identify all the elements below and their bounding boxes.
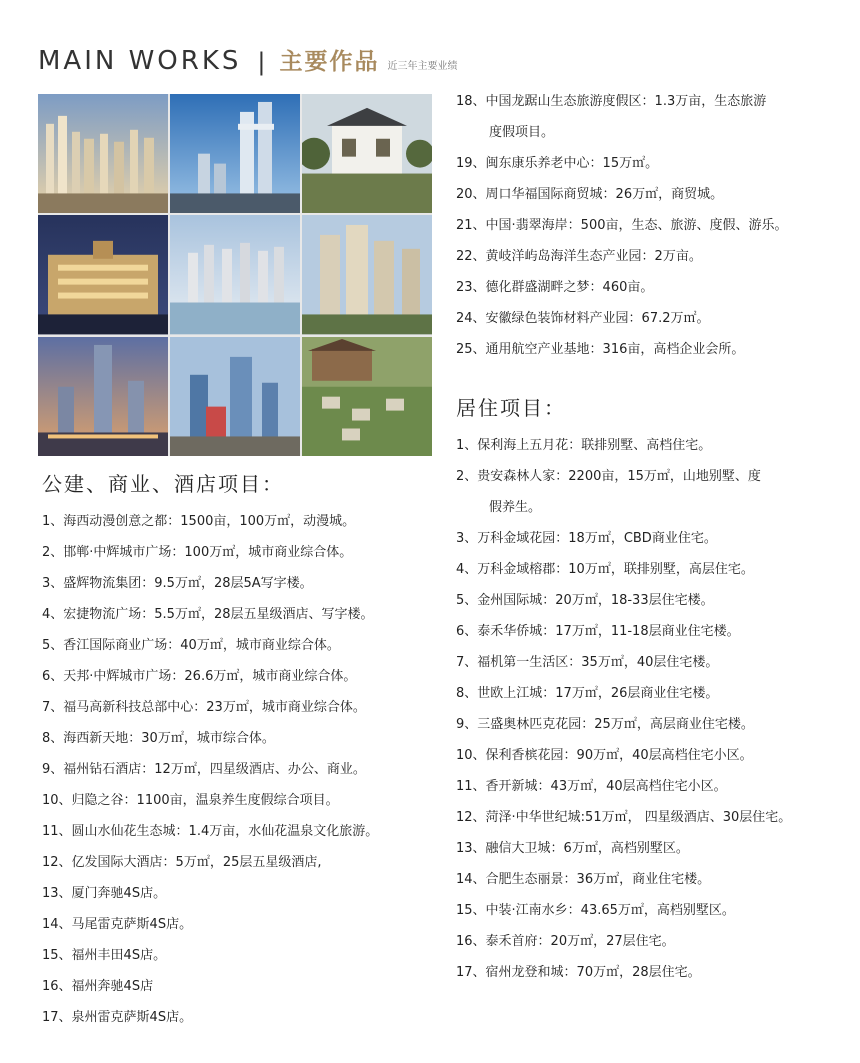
list-item: 25、通用航空产业基地：316亩，高档企业会所。: [456, 342, 745, 357]
photo-collage: [38, 94, 432, 456]
villa-photo: [302, 94, 432, 213]
twin-tower-photo: [170, 94, 300, 213]
list-item: 9、三盛奥林匹克花园：25万㎡，高层商业住宅楼。: [456, 717, 754, 732]
list-item: 1、海西动漫创意之都：1500亩，100万㎡，动漫城。: [42, 514, 356, 529]
landscape-district-photo: [302, 337, 432, 456]
hotel-night-photo: [38, 215, 168, 334]
public-project-list: [42, 506, 378, 1033]
riverside-towers-photo: [170, 215, 300, 334]
public-project-list-continued: [456, 86, 788, 365]
list-item: 11、香开新城：43万㎡，40层高档住宅小区。: [456, 779, 727, 794]
list-item-continuation: 假养生。: [489, 500, 542, 515]
list-item: 1、保利海上五月花：联排别墅、高档住宅。: [456, 438, 712, 453]
list-item: 21、中国·翡翠海岸：500亩，生态、旅游、度假、游乐。: [456, 218, 788, 233]
list-item: 14、合肥生态丽景：36万㎡，商业住宅楼。: [456, 872, 711, 887]
residential-section-title: 居住项目：: [456, 396, 566, 420]
mall-dusk-photo: [38, 337, 168, 456]
waterfront-towers-photo: [170, 337, 300, 456]
list-item: 2、贵安森林人家：2200亩，15万㎡，山地别墅、度: [456, 469, 761, 484]
list-item: 13、融信大卫城：6万㎡，高档别墅区。: [456, 841, 689, 856]
list-item: 13、厦门奔驰4S店。: [42, 886, 167, 901]
list-item: 14、马尾雷克萨斯4S店。: [42, 917, 193, 932]
list-item: 5、香江国际商业广场：40万㎡，城市商业综合体。: [42, 638, 340, 653]
list-item: 7、福马高新科技总部中心：23万㎡，城市商业综合体。: [42, 700, 366, 715]
list-item: 10、保利香槟花园：90万㎡，40层高档住宅小区。: [456, 748, 753, 763]
list-item: 11、圆山水仙花生态城：1.4万亩，水仙花温泉文化旅游。: [42, 824, 379, 839]
list-item: 6、天邦·中辉城市广场：26.6万㎡，城市商业综合体。: [42, 669, 357, 684]
list-item: 17、宿州龙登和城：70万㎡，28层住宅。: [456, 965, 701, 980]
list-item: 12、菏泽·中华世纪城:51万㎡， 四星级酒店、30层住宅。: [456, 810, 792, 825]
title-chinese: 主要作品: [279, 49, 380, 75]
list-item: 8、海西新天地：30万㎡，城市综合体。: [42, 731, 275, 746]
list-item: 17、泉州雷克萨斯4S店。: [42, 1010, 193, 1025]
list-item: 3、盛辉物流集团：9.5万㎡，28层5A写字楼。: [42, 576, 313, 591]
highrise-residential-photo: [302, 215, 432, 334]
list-item: 18、中国龙踞山生态旅游度假区：1.3万亩，生态旅游: [456, 94, 767, 109]
list-item: 9、福州钻石酒店：12万㎡，四星级酒店、办公、商业。: [42, 762, 366, 777]
list-item: 15、中装·江南水乡：43.65万㎡，高档别墅区。: [456, 903, 735, 918]
list-item: 3、万科金域花园：18万㎡，CBD商业住宅。: [456, 531, 717, 546]
page-header: [38, 34, 458, 74]
list-item-continuation: 度假项目。: [489, 125, 555, 140]
list-item: 8、世欧上江城：17万㎡，26层商业住宅楼。: [456, 686, 719, 701]
list-item: 15、福州丰田4S店。: [42, 948, 167, 963]
list-item: 24、安徽绿色装饰材料产业园：67.2万㎡。: [456, 311, 710, 326]
list-item: 22、黄岐洋屿岛海洋生态产业园：2万亩。: [456, 249, 702, 264]
list-item: 5、金州国际城：20万㎡，18-33层住宅楼。: [456, 593, 714, 608]
list-item: 4、万科金域榕郡：10万㎡，联排别墅，高层住宅。: [456, 562, 754, 577]
public-section-title: 公建、商业、酒店项目：: [42, 472, 284, 496]
list-item: 19、闽东康乐养老中心：15万㎡。: [456, 156, 659, 171]
city-skyline-photo: [38, 94, 168, 213]
list-item: 23、德化群盛湖畔之梦：460亩。: [456, 280, 654, 295]
list-item: 16、福州奔驰4S店: [42, 979, 154, 994]
residential-project-list: [456, 430, 791, 988]
title-english: MAIN WORKS: [38, 46, 242, 76]
list-item: 16、泰禾首府：20万㎡，27层住宅。: [456, 934, 675, 949]
list-item: 4、宏捷物流广场：5.5万㎡，28层五星级酒店、写字楼。: [42, 607, 374, 622]
list-item: 10、归隐之谷：1100亩，温泉养生度假综合项目。: [42, 793, 339, 808]
list-item: 6、泰禾华侨城：17万㎡，11-18层商业住宅楼。: [456, 624, 740, 639]
title-subtitle: 近三年主要业绩: [387, 61, 458, 72]
list-item: 12、亿发国际大酒店：5万㎡，25层五星级酒店,: [42, 855, 322, 870]
title-separator: |: [257, 48, 266, 76]
list-item: 20、周口华福国际商贸城：26万㎡，商贸城。: [456, 187, 724, 202]
list-item: 7、福机第一生活区：35万㎡，40层住宅楼。: [456, 655, 719, 670]
list-item: 2、邯郸·中辉城市广场：100万㎡，城市商业综合体。: [42, 545, 353, 560]
